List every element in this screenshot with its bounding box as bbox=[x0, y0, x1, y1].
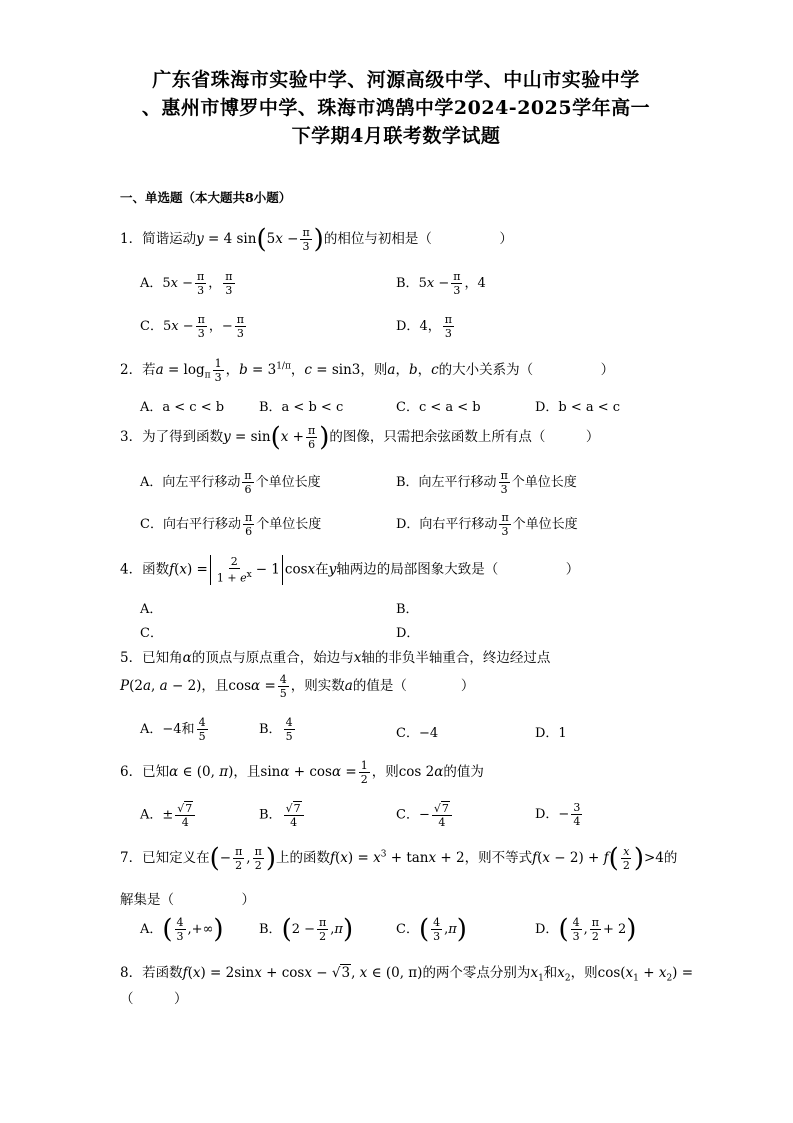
question-3-stem: 3．为了得到函数y = sin(x + $\frac{\pi}{6}$ )的图像，只需把余弦函数上所有点（ ） bbox=[120, 422, 600, 453]
question-4-option-a[interactable]: A． bbox=[140, 602, 163, 617]
question-1-option-a[interactable]: A．5x − $\frac{\pi}{3}$ ， $\frac{\pi}{3}$ bbox=[140, 270, 233, 297]
question-6-option-c[interactable]: C．− $\frac{√7}{4}$ bbox=[396, 801, 454, 829]
question-5-option-c[interactable]: C．−4 bbox=[396, 726, 439, 741]
question-5-option-b[interactable]: B． $\frac{4}{5}$ bbox=[259, 716, 293, 743]
question-7-option-d[interactable]: D．( $\frac{4}{3}$ , $\frac{\pi}{2}$ + 2) bbox=[535, 914, 637, 945]
title-line-1: 广东省珠海市实验中学、河源高级中学、中山市实验中学 bbox=[152, 69, 640, 91]
question-5-stem-line-1: 5．已知角α的顶点与原点重合，始边与x轴的非负半轴重合，终边经过点 bbox=[120, 650, 551, 666]
question-6-stem: 6．已知α ∈ (0, π)，且sinα + cosα = $\frac{1}{2}$ ，则cos 2α的值为 bbox=[120, 759, 484, 786]
question-4-option-d[interactable]: D． bbox=[396, 626, 420, 641]
title-line-2: 、惠州市博罗中学、珠海市鸿鹄中学2024-2025学年高一 bbox=[141, 97, 651, 119]
question-2-option-c[interactable]: C．c < a < b bbox=[396, 400, 481, 415]
question-2-option-d[interactable]: D．b < a < c bbox=[535, 400, 621, 415]
question-3-option-d[interactable]: D．向右平行移动 $\frac{\pi}{3}$ 个单位长度 bbox=[396, 511, 578, 538]
question-6-option-a[interactable]: A．± $\frac{√7}{4}$ bbox=[140, 801, 197, 829]
question-3-option-a[interactable]: A．向左平行移动 $\frac{\pi}{6}$ 个单位长度 bbox=[140, 469, 321, 496]
question-1-option-d[interactable]: D．4， $\frac{\pi}{3}$ bbox=[396, 313, 452, 340]
question-6-option-d[interactable]: D．− $\frac{3}{4}$ bbox=[535, 801, 581, 828]
question-7-stem-line-1: 7．已知定义在(− $\frac{\pi}{2}$ , $\frac{\pi}{2}$ )上的函数$f(x) = x^3 + \tan x + 2$，则不等式f(x − 2) + f( $\frac{x}{2}$ )>4的 bbox=[120, 843, 678, 874]
question-2-option-a[interactable]: A．a < c < b bbox=[140, 400, 225, 415]
question-4-option-b[interactable]: B． bbox=[396, 602, 419, 617]
question-3-option-c[interactable]: C．向右平行移动 $\frac{\pi}{6}$ 个单位长度 bbox=[140, 511, 322, 538]
question-5-option-d[interactable]: D．1 bbox=[535, 726, 567, 741]
question-4-option-c[interactable]: C． bbox=[140, 626, 163, 641]
question-8-stem-line-1: 8．若函数f(x) = 2sinx + cosx − √3, x ∈ (0, π)的两个零点分别为$x_1$和$x_2$，则$\cos(x_1 + x_2)$ = bbox=[120, 965, 694, 984]
question-7-option-b[interactable]: B．(2 − $\frac{\pi}{2}$ ,π) bbox=[259, 914, 354, 945]
title-line-3: 下学期4月联考数学试题 bbox=[291, 125, 501, 147]
question-5-option-a[interactable]: A．−4和 $\frac{4}{5}$ bbox=[140, 716, 206, 743]
question-6-option-b[interactable]: B． $\frac{√7}{4}$ bbox=[259, 801, 306, 829]
question-7-option-a[interactable]: A．( $\frac{4}{3}$ ,+∞) bbox=[140, 914, 224, 945]
exam-title bbox=[90, 66, 702, 150]
question-7-option-c[interactable]: C．( $\frac{4}{3}$ ,π) bbox=[396, 914, 467, 945]
question-3-option-b[interactable]: B．向左平行移动 $\frac{\pi}{3}$ 个单位长度 bbox=[396, 469, 577, 496]
question-1-option-b[interactable]: B．5x − $\frac{\pi}{3}$ ，4 bbox=[396, 270, 486, 297]
question-7-stem-line-2: 解集是（ ） bbox=[120, 892, 255, 908]
question-2-stem: 2．若$a = \log_\pi$ $\frac{1}{3}$ ，$b = 3^{1/\pi}$，c = sin3，则a，b，c的大小关系为（ ） bbox=[120, 357, 615, 384]
question-2-option-b[interactable]: B．a < b < c bbox=[259, 400, 344, 415]
question-4-stem: 4．函数f(x) = $\frac{2}{1 + e^x}$ − 1 cosx在y轴两边的局部图象大致是（ ） bbox=[120, 555, 580, 585]
question-1-option-c[interactable]: C．5x − $\frac{\pi}{3}$ ，− $\frac{\pi}{3}$ bbox=[140, 313, 244, 340]
question-5-stem-line-2: P(2a, a − 2)，且cosα = $\frac{4}{5}$ ，则实数a的值是（ ） bbox=[120, 673, 475, 700]
question-1-stem: 1．简谐运动y = 4 sin(5x − $\frac{\pi}{3}$ )的相位与初相是（ ） bbox=[120, 224, 513, 255]
question-8-stem-line-2: （ ） bbox=[120, 991, 188, 1007]
section-heading: 一、单选题（本大题共8小题） bbox=[120, 190, 292, 205]
